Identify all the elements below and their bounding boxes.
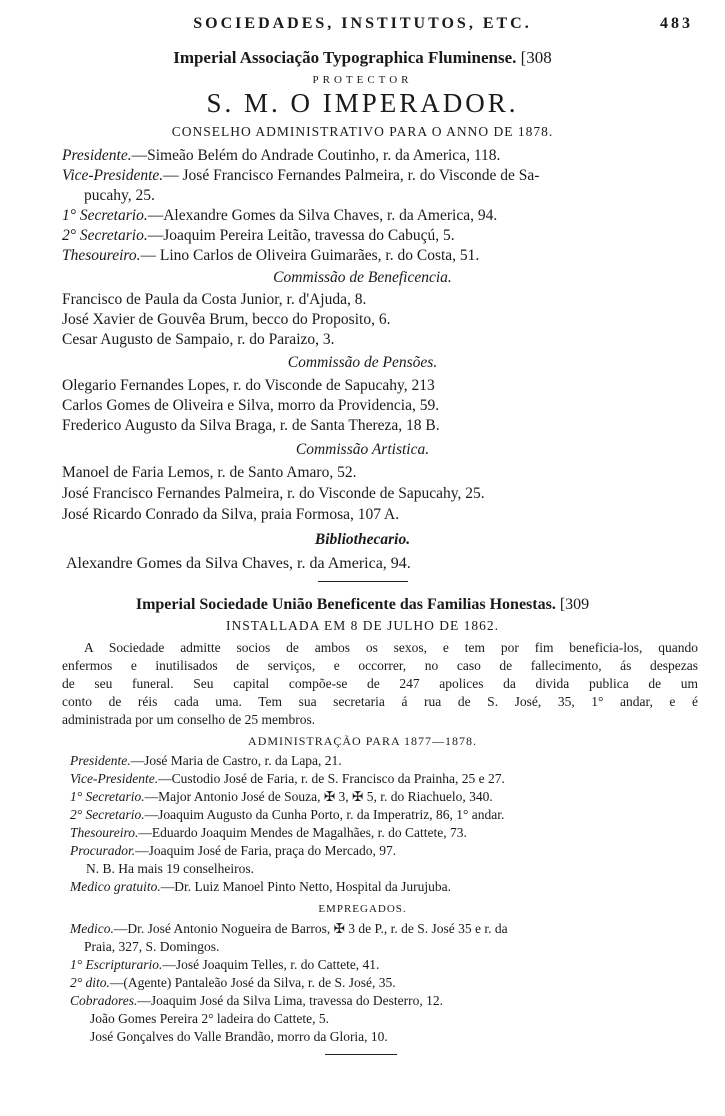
officer-first-secretary: 1° Secretario.—Major Antonio José de Souza, ✠ 3, ✠ 5, r. do Riachuelo, 340.: [70, 789, 493, 804]
commission-title: Commissão de Beneficencia.: [273, 269, 452, 286]
section-divider: [325, 1054, 397, 1055]
protector-name: S. M. O IMPERADOR.: [206, 88, 519, 118]
paragraph-line: de seu funeral. Seu capital compõe-se de 247 apolices da divida publica de um: [62, 676, 698, 691]
collector-extra: José Gonçalves do Valle Brandão, morro da Gloria, 10.: [90, 1029, 388, 1044]
installed-line: INSTALLADA EM 8 DE JULHO DE 1862.: [225, 618, 500, 633]
officer-vice-president: Vice-Presidente.—Custodio José de Faria, r. de S. Francisco da Prainha, 25 e 27.: [70, 771, 505, 786]
commission-member: José Ricardo Conrado da Silva, praia Formosa, 107 A.: [62, 506, 400, 523]
admin-line: ADMINISTRAÇÃO PARA 1877—1878.: [248, 734, 477, 748]
note: N. B. Ha mais 19 conselheiros.: [86, 861, 254, 876]
officer-second-secretary: 2° Secretario.—Joaquim Augusto da Cunha Porto, r. da Imperatriz, 86, 1° andar.: [70, 807, 505, 822]
paragraph-line: conto de réis cada uma. Tem sua secretaria á rua de S. José, 35, 1° andar, e é: [62, 694, 698, 709]
collector-extra: João Gomes Pereira 2° ladeira do Cattete, 5.: [90, 1011, 329, 1026]
officer-second-secretary: 2° Secretario.—Joaquim Pereira Leitão, travessa do Cabuçú, 5.: [62, 227, 455, 244]
section-divider: [318, 581, 408, 582]
protector-label: PROTECTOR: [312, 74, 413, 86]
officer-treasurer: Thesoureiro.— Lino Carlos de Oliveira Guimarães, r. do Costa, 51.: [62, 247, 480, 264]
section1-title: Imperial Associação Typographica Fluminense. [308: [173, 48, 552, 67]
commission-member: Carlos Gomes de Oliveira e Silva, morro da Providencia, 59.: [62, 397, 440, 414]
officer-vice-president: Vice-Presidente.— José Francisco Fernandes Palmeira, r. do Visconde de Sa-: [62, 167, 540, 184]
commission-member: Olegario Fernandes Lopes, r. do Visconde de Sapucahy, 213: [62, 377, 435, 394]
council-line: CONSELHO ADMINISTRATIVO PARA O ANNO DE 1878.: [171, 124, 554, 139]
commission-member: Francisco de Paula da Costa Junior, r. d'Ajuda, 8.: [62, 291, 367, 308]
employee-medico: Medico.—Dr. José Antonio Nogueira de Barros, ✠ 3 de P., r. de S. José 35 e r. da: [70, 921, 508, 936]
running-title: SOCIEDADES, INSTITUTOS, ETC.: [193, 15, 532, 32]
paragraph-line: administrada por um conselho de 25 membros.: [62, 712, 316, 727]
page-number: 483: [660, 15, 693, 32]
librarian: Alexandre Gomes da Silva Chaves, r. da America, 94.: [66, 555, 411, 572]
employee-first-clerk: 1° Escripturario.—José Joaquim Telles, r. do Cattete, 41.: [70, 957, 380, 972]
officer-president: Presidente.—José Maria de Castro, r. da Lapa, 21.: [70, 753, 342, 768]
employees-title: EMPREGADOS.: [318, 903, 407, 915]
librarian-title: Bibliothecario.: [314, 531, 411, 548]
officer-treasurer: Thesoureiro.—Eduardo Joaquim Mendes de Magalhães, r. do Cattete, 73.: [70, 825, 467, 840]
section2-title: Imperial Sociedade União Beneficente das Familias Honestas. [309: [135, 596, 590, 613]
officer-procurator: Procurador.—Joaquim José de Faria, praça do Mercado, 97.: [70, 843, 397, 858]
employee-collectors: Cobradores.—Joaquim José da Silva Lima, travessa do Desterro, 12.: [70, 993, 443, 1008]
commission-title: Commissão de Pensões.: [287, 354, 438, 371]
commission-member: Cesar Augusto de Sampaio, r. do Paraizo, 3.: [62, 331, 335, 348]
officer-first-secretary: 1° Secretario.—Alexandre Gomes da Silva Chaves, r. da America, 94.: [62, 207, 498, 224]
commission-member: José Francisco Fernandes Palmeira, r. do Visconde de Sapucahy, 25.: [62, 485, 485, 502]
paragraph-line: enfermos e inutilisados de serviços, e occorrer, no caso de fallecimento, ás despezas: [62, 658, 698, 673]
commission-member: Manoel de Faria Lemos, r. de Santo Amaro, 52.: [62, 464, 357, 481]
officer-vice-president-cont: pucahy, 25.: [84, 187, 155, 204]
employee-second-clerk: 2° dito.—(Agente) Pantaleão José da Silva, r. de S. José, 35.: [70, 975, 396, 990]
commission-member: Frederico Augusto da Silva Braga, r. de Santa Thereza, 18 B.: [62, 417, 440, 434]
officer-president: Presidente.—Simeão Belém do Andrade Coutinho, r. da America, 118.: [62, 147, 501, 164]
employee-medico-cont: Praia, 327, S. Domingos.: [84, 939, 220, 954]
commission-title: Commissão Artistica.: [295, 441, 430, 458]
commission-member: José Xavier de Gouvêa Brum, becco do Proposito, 6.: [62, 311, 391, 328]
medic-gratuito: Medico gratuito.—Dr. Luiz Manoel Pinto Netto, Hospital da Jurujuba.: [70, 879, 451, 894]
paragraph-line: A Sociedade admitte socios de ambos os sexos, e tem por fim beneficia-los, quando: [84, 640, 698, 655]
